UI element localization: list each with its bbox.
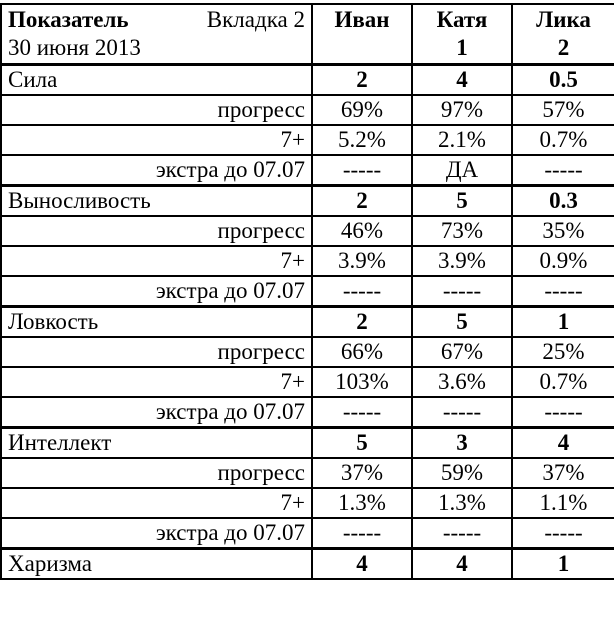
seven-plus-value-katya: 1.3% [412,488,512,518]
stat-name: Харизма [1,548,312,579]
extra-value-ivan: ----- [312,397,412,428]
progress-value-ivan: 69% [312,95,412,125]
extra-value-ivan: ----- [312,155,412,186]
progress-value-lika: 35% [512,216,614,246]
stat-row [1,306,614,337]
indicator-header-cell [1,4,312,34]
extra-value-ivan: ----- [312,276,412,307]
stat-level-ivan: 2 [312,64,412,95]
progress-label: прогресс [1,216,312,246]
progress-value-lika: 57% [512,95,614,125]
extra-value-lika: ----- [512,155,614,186]
player-name-lika: Лика [512,4,614,34]
date-cell: 30 июня 2013 [1,34,312,64]
seven-plus-value-lika: 1.1% [512,488,614,518]
seven-plus-row [1,246,614,276]
extra-label: экстра до 07.07 [1,276,312,307]
stat-level-lika: 4 [512,427,614,458]
seven-plus-row [1,125,614,155]
progress-value-ivan: 37% [312,458,412,488]
extra-value-ivan: ----- [312,518,412,549]
stat-level-lika: 0.3 [512,185,614,216]
progress-label: прогресс [1,458,312,488]
extra-label: экстра до 07.07 [1,518,312,549]
stat-level-katya: 3 [412,427,512,458]
extra-value-lika: ----- [512,276,614,307]
seven-plus-row [1,488,614,518]
stat-row [1,548,614,579]
extra-label: экстра до 07.07 [1,397,312,428]
tab-label: Вкладка 2 [206,6,305,32]
progress-value-katya: 97% [412,95,512,125]
stat-name: Ловкость [1,306,312,337]
header-row [1,4,614,34]
extra-value-katya: ----- [412,276,512,307]
progress-value-katya: 59% [412,458,512,488]
indicator-label: Показатель [8,6,129,32]
seven-plus-value-ivan: 5.2% [312,125,412,155]
player-name-katya: Катя [412,4,512,34]
extra-value-katya: ----- [412,397,512,428]
extra-row [1,276,614,307]
progress-value-ivan: 66% [312,337,412,367]
extra-value-katya: ДА [412,155,512,186]
progress-label: прогресс [1,337,312,367]
progress-value-ivan: 46% [312,216,412,246]
stat-level-katya: 4 [412,548,512,579]
seven-plus-label: 7+ [1,125,312,155]
stat-level-ivan: 4 [312,548,412,579]
seven-plus-value-lika: 0.9% [512,246,614,276]
progress-row [1,458,614,488]
stat-name: Интеллект [1,427,312,458]
extra-row [1,518,614,549]
seven-plus-value-ivan: 103% [312,367,412,397]
seven-plus-value-ivan: 1.3% [312,488,412,518]
seven-plus-value-katya: 3.9% [412,246,512,276]
seven-plus-value-katya: 2.1% [412,125,512,155]
progress-value-katya: 67% [412,337,512,367]
player-name-ivan: Иван [312,4,412,34]
stat-level-katya: 5 [412,185,512,216]
stat-level-lika: 0.5 [512,64,614,95]
extra-row [1,397,614,428]
stat-level-katya: 4 [412,64,512,95]
stat-level-ivan: 2 [312,185,412,216]
stat-level-lika: 1 [512,306,614,337]
rank-katya: 1 [412,34,512,64]
rank-lika: 2 [512,34,614,64]
extra-label: экстра до 07.07 [1,155,312,186]
progress-row [1,337,614,367]
seven-plus-label: 7+ [1,488,312,518]
progress-row [1,216,614,246]
seven-plus-value-lika: 0.7% [512,125,614,155]
progress-row [1,95,614,125]
seven-plus-value-lika: 0.7% [512,367,614,397]
stat-level-lika: 1 [512,548,614,579]
stat-row [1,427,614,458]
stats-table [0,3,614,580]
seven-plus-row [1,367,614,397]
extra-value-katya: ----- [412,518,512,549]
extra-value-lika: ----- [512,397,614,428]
seven-plus-label: 7+ [1,246,312,276]
stat-level-ivan: 5 [312,427,412,458]
stat-level-ivan: 2 [312,306,412,337]
extra-row [1,155,614,186]
progress-label: прогресс [1,95,312,125]
rank-ivan [312,34,412,64]
seven-plus-value-katya: 3.6% [412,367,512,397]
stat-level-katya: 5 [412,306,512,337]
extra-value-lika: ----- [512,518,614,549]
progress-value-lika: 25% [512,337,614,367]
stat-row [1,185,614,216]
seven-plus-value-ivan: 3.9% [312,246,412,276]
stat-name: Сила [1,64,312,95]
progress-value-katya: 73% [412,216,512,246]
progress-value-lika: 37% [512,458,614,488]
stat-name: Выносливость [1,185,312,216]
seven-plus-label: 7+ [1,367,312,397]
header-date-row [1,34,614,64]
stat-row [1,64,614,95]
